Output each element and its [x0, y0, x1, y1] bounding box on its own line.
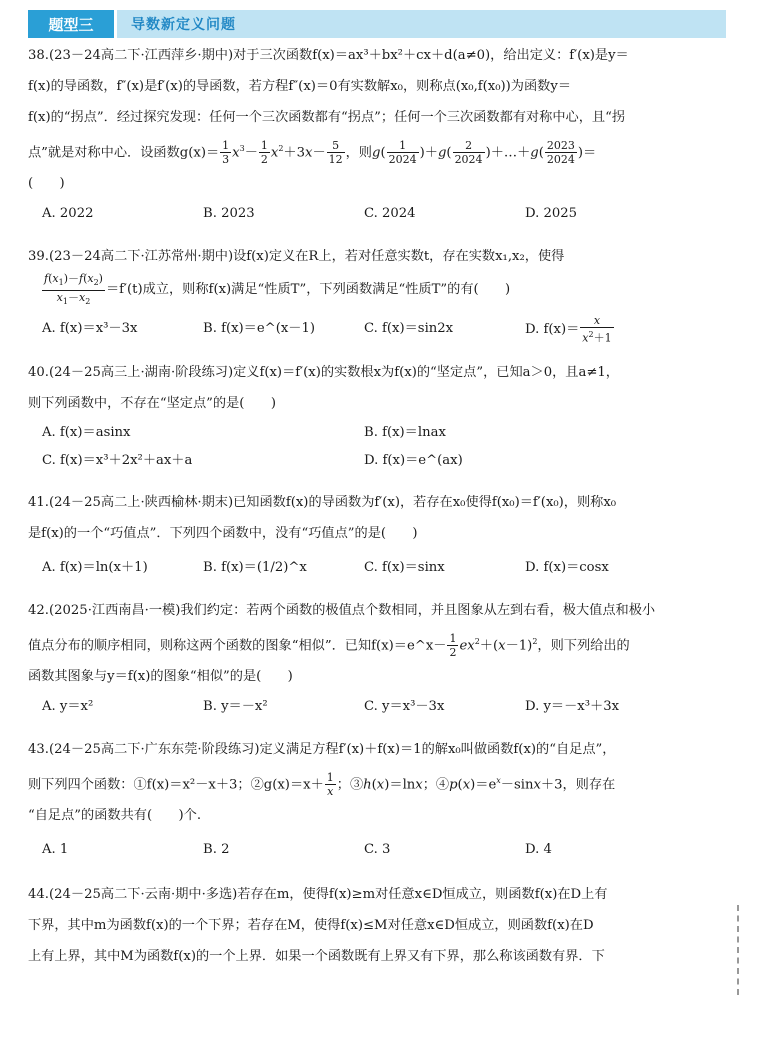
question-line: “自足点”的函数共有( )个.	[28, 808, 202, 824]
question-line: 函数其图象与y＝f(x)的图象“相似”的是( )	[28, 668, 293, 684]
option-b[interactable]: B. 2023	[203, 206, 255, 222]
section-title: 导数新定义问题	[131, 17, 236, 33]
question-text: 设f(x)定义在R上，若对任意实数t，存在实数x₁,x₂，使得	[233, 249, 565, 265]
question-41	[28, 487, 728, 583]
question-text: 定义f(x)＝f′(x)的实数根x为f(x)的“坚定点”，已知a＞0，且a≠1，	[233, 364, 619, 380]
option-d[interactable]: D. f(x)＝cosx	[525, 559, 609, 575]
option-a[interactable]: A. y＝x²	[42, 698, 94, 714]
option-a[interactable]: A. 2022	[42, 206, 94, 222]
question-number: 39.	[28, 249, 49, 265]
page-edge-dashed-line	[737, 905, 739, 995]
option-d-text: D. f(x)＝	[525, 321, 580, 337]
question-line: 是f(x)的一个“巧值点”．下列四个函数中，没有“巧值点”的是( )	[28, 525, 418, 541]
question-line: f(x)的导函数，f″(x)是f′(x)的导函数，若方程f″(x)＝0有实数解x₀，则称点(x₀,f(x₀))为函数y＝	[28, 79, 572, 94]
option-b[interactable]: B. f(x)＝lnax	[364, 424, 446, 440]
question-source: (24－25高三上·湖南·阶段练习)	[48, 364, 234, 380]
question-number: 38.	[28, 48, 49, 63]
question-number: 42.	[28, 602, 49, 618]
option-a[interactable]: A. 1	[42, 842, 69, 858]
question-text: 已知函数f(x)的导函数为f′(x)，若存在x₀使得f(x₀)＝f′(x₀)，则称x₀	[233, 494, 617, 510]
question-line	[28, 734, 728, 765]
option-b[interactable]: B. f(x)＝e^(x－1)	[203, 320, 316, 336]
question-text: 对于三次函数f(x)＝ax³＋bx²＋cx＋d(a≠0)，给出定义：f′(x)是y＝	[233, 48, 629, 63]
options	[28, 835, 728, 865]
option-c[interactable]: C. 2024	[364, 206, 416, 222]
question-line	[28, 40, 728, 71]
question-line: 下界，其中m为函数f(x)的一个下界；若存在M，使得f(x)≤M对任意x∈D恒成立，则函数f(x)在D	[28, 918, 594, 934]
question-line	[28, 487, 728, 518]
option-c[interactable]: C. f(x)＝sinx	[364, 559, 445, 575]
question-40	[28, 357, 728, 475]
question-44	[28, 879, 728, 972]
question-line	[28, 357, 728, 388]
question-source: (24－25高二下·广东东莞·阶段练习)	[48, 741, 260, 757]
option-a[interactable]: A. f(x)＝asinx	[42, 424, 131, 440]
options	[28, 553, 728, 583]
question-line: 则下列函数中，不存在“坚定点”的是( )	[28, 395, 276, 411]
question-text: 值点分布的顺序相同，则称这两个函数的图象“相似”．已知f(x)＝e^x－	[28, 637, 447, 653]
question-text: ＝f′(t)成立，则称f(x)满足“性质T”，下列函数满足“性质T”的有( )	[105, 282, 511, 298]
option-b[interactable]: B. 2	[203, 842, 230, 858]
option-c[interactable]: C. f(x)＝sin2x	[364, 320, 454, 336]
question-line: 值点分布的顺序相同，则称这两个函数的图象“相似”．已知f(x)＝e^x－ $\frac{1}{2}$ $ex^2+(x-1)^2$，则下列给出的	[28, 631, 630, 659]
option-c[interactable]: C. y＝x³－3x	[364, 698, 445, 714]
question-number: 44.	[28, 887, 49, 903]
option-a[interactable]: A. f(x)＝x³－3x	[42, 320, 138, 336]
option-b[interactable]: B. f(x)＝(1/2)^x	[203, 559, 307, 575]
question-line: 上有上界，其中M为函数f(x)的一个上界．如果一个函数既有上界又有下界，那么称该函数有界．下	[28, 949, 605, 965]
option-b[interactable]: B. y＝－x²	[203, 698, 268, 714]
question-text: 则下列四个函数：①f(x)＝x²－x＋3；②g(x)＝x＋	[28, 777, 324, 793]
option-d[interactable]: D. f(x)＝e^(ax)	[364, 452, 463, 468]
question-line	[28, 241, 728, 272]
option-c[interactable]: C. f(x)＝x³＋2x²＋ax＋a	[42, 452, 193, 468]
question-line	[28, 879, 728, 910]
question-source: (23－24高二下·江苏常州·期中)	[48, 249, 234, 265]
question-source: (24－25高二上·陕西榆林·期末)	[48, 494, 234, 510]
question-line: 则下列四个函数：①f(x)＝x²－x＋3；②g(x)＝x＋ $\frac{1}{x}$ ；③h(x)＝lnx；$④p(x)=e^x-\sin x+3$，则存在	[28, 771, 616, 799]
question-number: 43.	[28, 741, 49, 757]
question-line: f(x)的“拐点”．经过探究发现：任何一个三次函数都有“拐点”；任何一个三次函数都有对称中心，且“拐	[28, 110, 626, 125]
question-text: 点”就是对称中心．设函数g(x)＝	[28, 145, 220, 161]
question-38	[28, 40, 728, 229]
question-text: 定义满足方程f′(x)＋f(x)＝1的解x₀叫做函数f(x)的“自足点”，	[259, 741, 616, 757]
question-source: (24－25高二下·云南·期中·多选)	[48, 887, 238, 903]
question-number: 41.	[28, 494, 49, 510]
question-line: $\frac{f(x_1)-f(x_2)}{x_1-x_2}$ ＝f′(t)成立，则称f(x)满足“性质T”，下列函数满足“性质T”的有( )	[44, 272, 511, 306]
question-text: 若存在m，使得f(x)≥m对任意x∈D恒成立，则函数f(x)在D上有	[237, 887, 608, 903]
option-d[interactable]: D. 4	[525, 842, 552, 858]
options	[28, 199, 728, 229]
options	[28, 314, 728, 345]
option-d[interactable]: D. f(x)＝ $\frac{x}{x^2+1}$	[525, 313, 612, 345]
option-d[interactable]: D. 2025	[525, 206, 578, 222]
options	[28, 419, 728, 475]
question-source: (23－24高二下·江西萍乡·期中)	[48, 48, 234, 63]
question-43	[28, 734, 728, 865]
option-a[interactable]: A. f(x)＝ln(x＋1)	[42, 559, 148, 575]
option-d[interactable]: D. y＝－x³＋3x	[525, 698, 620, 714]
question-39	[28, 241, 728, 344]
question-42	[28, 595, 728, 722]
answer-blank: ( )	[28, 176, 65, 192]
section-header	[28, 10, 726, 38]
section-tag: 题型三	[28, 10, 114, 38]
question-list	[28, 40, 728, 972]
options	[28, 692, 728, 722]
question-number: 40.	[28, 364, 49, 380]
question-line	[28, 595, 728, 626]
option-c[interactable]: C. 3	[364, 842, 391, 858]
question-text: 我们约定：若两个函数的极值点个数相同，并且图象从左到右看，极大值点和极小	[180, 602, 656, 618]
question-line: 点”就是对称中心．设函数g(x)＝ $\frac{1}{3}$ $x^3-$ $\frac{1}{2}$ $x^2+3x-$ $\frac{5}{12}$ ，则g( $\frac{1}{2024}$ )＋g( $\frac{2}{2024}$ )＋…＋g( $\frac{2023}{2024}$ )＝	[28, 139, 597, 167]
question-source: (2025·江西南昌·一模)	[48, 602, 181, 618]
